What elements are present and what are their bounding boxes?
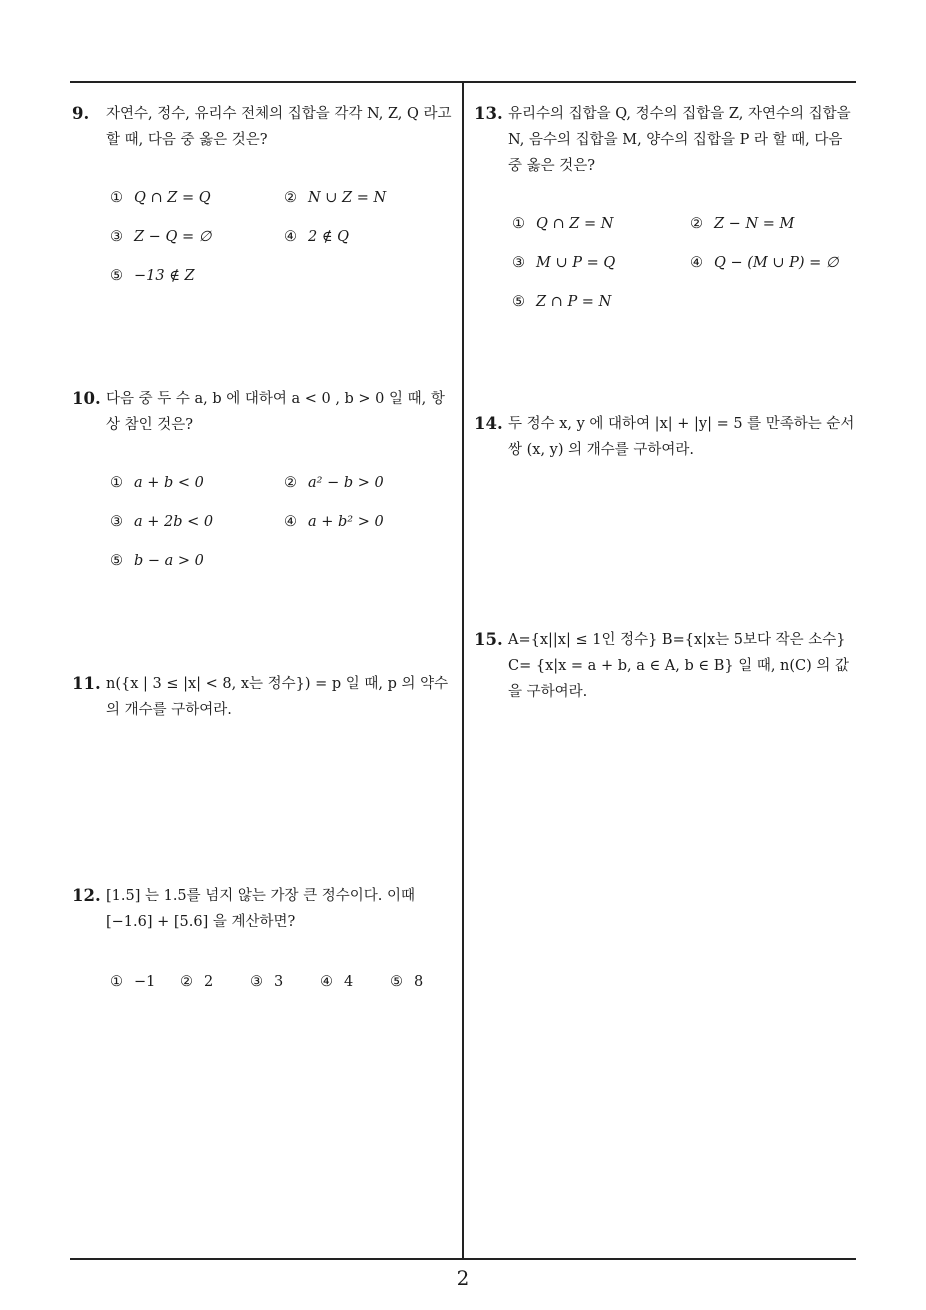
choice-3[interactable]: ③ a + 2b < 0 [110,514,214,530]
question-number: 12. [72,886,101,905]
choice-3[interactable]: ③ Z − Q = ∅ [110,229,212,245]
choice-2[interactable]: ② 2 [180,974,214,990]
choice-4[interactable]: ④ 2 ∉ Q [284,229,350,245]
choice-3[interactable]: ③ 3 [250,974,284,990]
choice-2[interactable]: ② Z − N = M [690,216,795,232]
bottom-rule [70,1258,856,1260]
question-text: [1.5] 는 1.5를 넘지 않는 가장 큰 정수이다. 이때 [−1.6] + [5.6] 을 계산하면? [106,888,416,930]
choice-5[interactable]: ⑤ −13 ∉ Z [110,268,195,284]
column-divider [462,81,464,1259]
question-text: n({x | 3 ≤ |x| < 8, x는 정수}) = p 일 때, p 의 약수의 개수를 구하여라. [106,676,449,718]
question-13 [474,101,858,310]
question-14 [474,411,858,463]
question-text: A={x||x| ≤ 1인 정수} B={x|x는 5보다 작은 소수} C= {x|x = a + b, a ∈ A, b ∈ B} 일 때, n(C) 의 값을 구하여라. [508,632,850,700]
question-number: 11. [72,674,101,693]
question-number: 14. [474,414,503,433]
question-text: 자연수, 정수, 유리수 전체의 집합을 각각 N, Z, Q 라고 할 때, 다음 중 옳은 것은? [106,106,452,148]
question-text: 다음 중 두 수 a, b 에 대하여 a < 0 , b > 0 일 때, 항상 참인 것은? [106,391,445,433]
question-number: 9. [72,104,90,123]
choice-2[interactable]: ② a² − b > 0 [284,475,384,491]
question-number: 15. [474,630,503,649]
question-12 [72,883,456,990]
question-9 [72,101,456,284]
question-15 [474,627,858,705]
choice-1[interactable]: ① Q ∩ Z = Q [110,190,211,206]
choice-4[interactable]: ④ 4 [320,974,354,990]
question-number: 10. [72,389,101,408]
choice-3[interactable]: ③ M ∪ P = Q [512,255,616,271]
question-11 [72,671,456,723]
choice-5[interactable]: ⑤ 8 [390,974,424,990]
choice-4[interactable]: ④ Q − (M ∪ P) = ∅ [690,255,839,271]
question-text: 두 정수 x, y 에 대하여 |x| + |y| = 5 를 만족하는 순서쌍 (x, y) 의 개수를 구하여라. [508,416,855,458]
question-number: 13. [474,104,503,123]
choice-5[interactable]: ⑤ b − a > 0 [110,553,204,569]
question-text: 유리수의 집합을 Q, 정수의 집합을 Z, 자연수의 집합을 N, 음수의 집합을 M, 양수의 집합을 P 라 할 때, 다음 중 옳은 것은? [508,106,851,174]
choice-5[interactable]: ⑤ Z ∩ P = N [512,294,612,310]
choice-1[interactable]: ① −1 [110,974,156,990]
choice-1[interactable]: ① a + b < 0 [110,475,204,491]
choice-4[interactable]: ④ a + b² > 0 [284,514,384,530]
page-number: 2 [456,1266,470,1290]
choice-1[interactable]: ① Q ∩ Z = N [512,216,614,232]
choice-2[interactable]: ② N ∪ Z = N [284,190,387,206]
question-10 [72,386,456,569]
